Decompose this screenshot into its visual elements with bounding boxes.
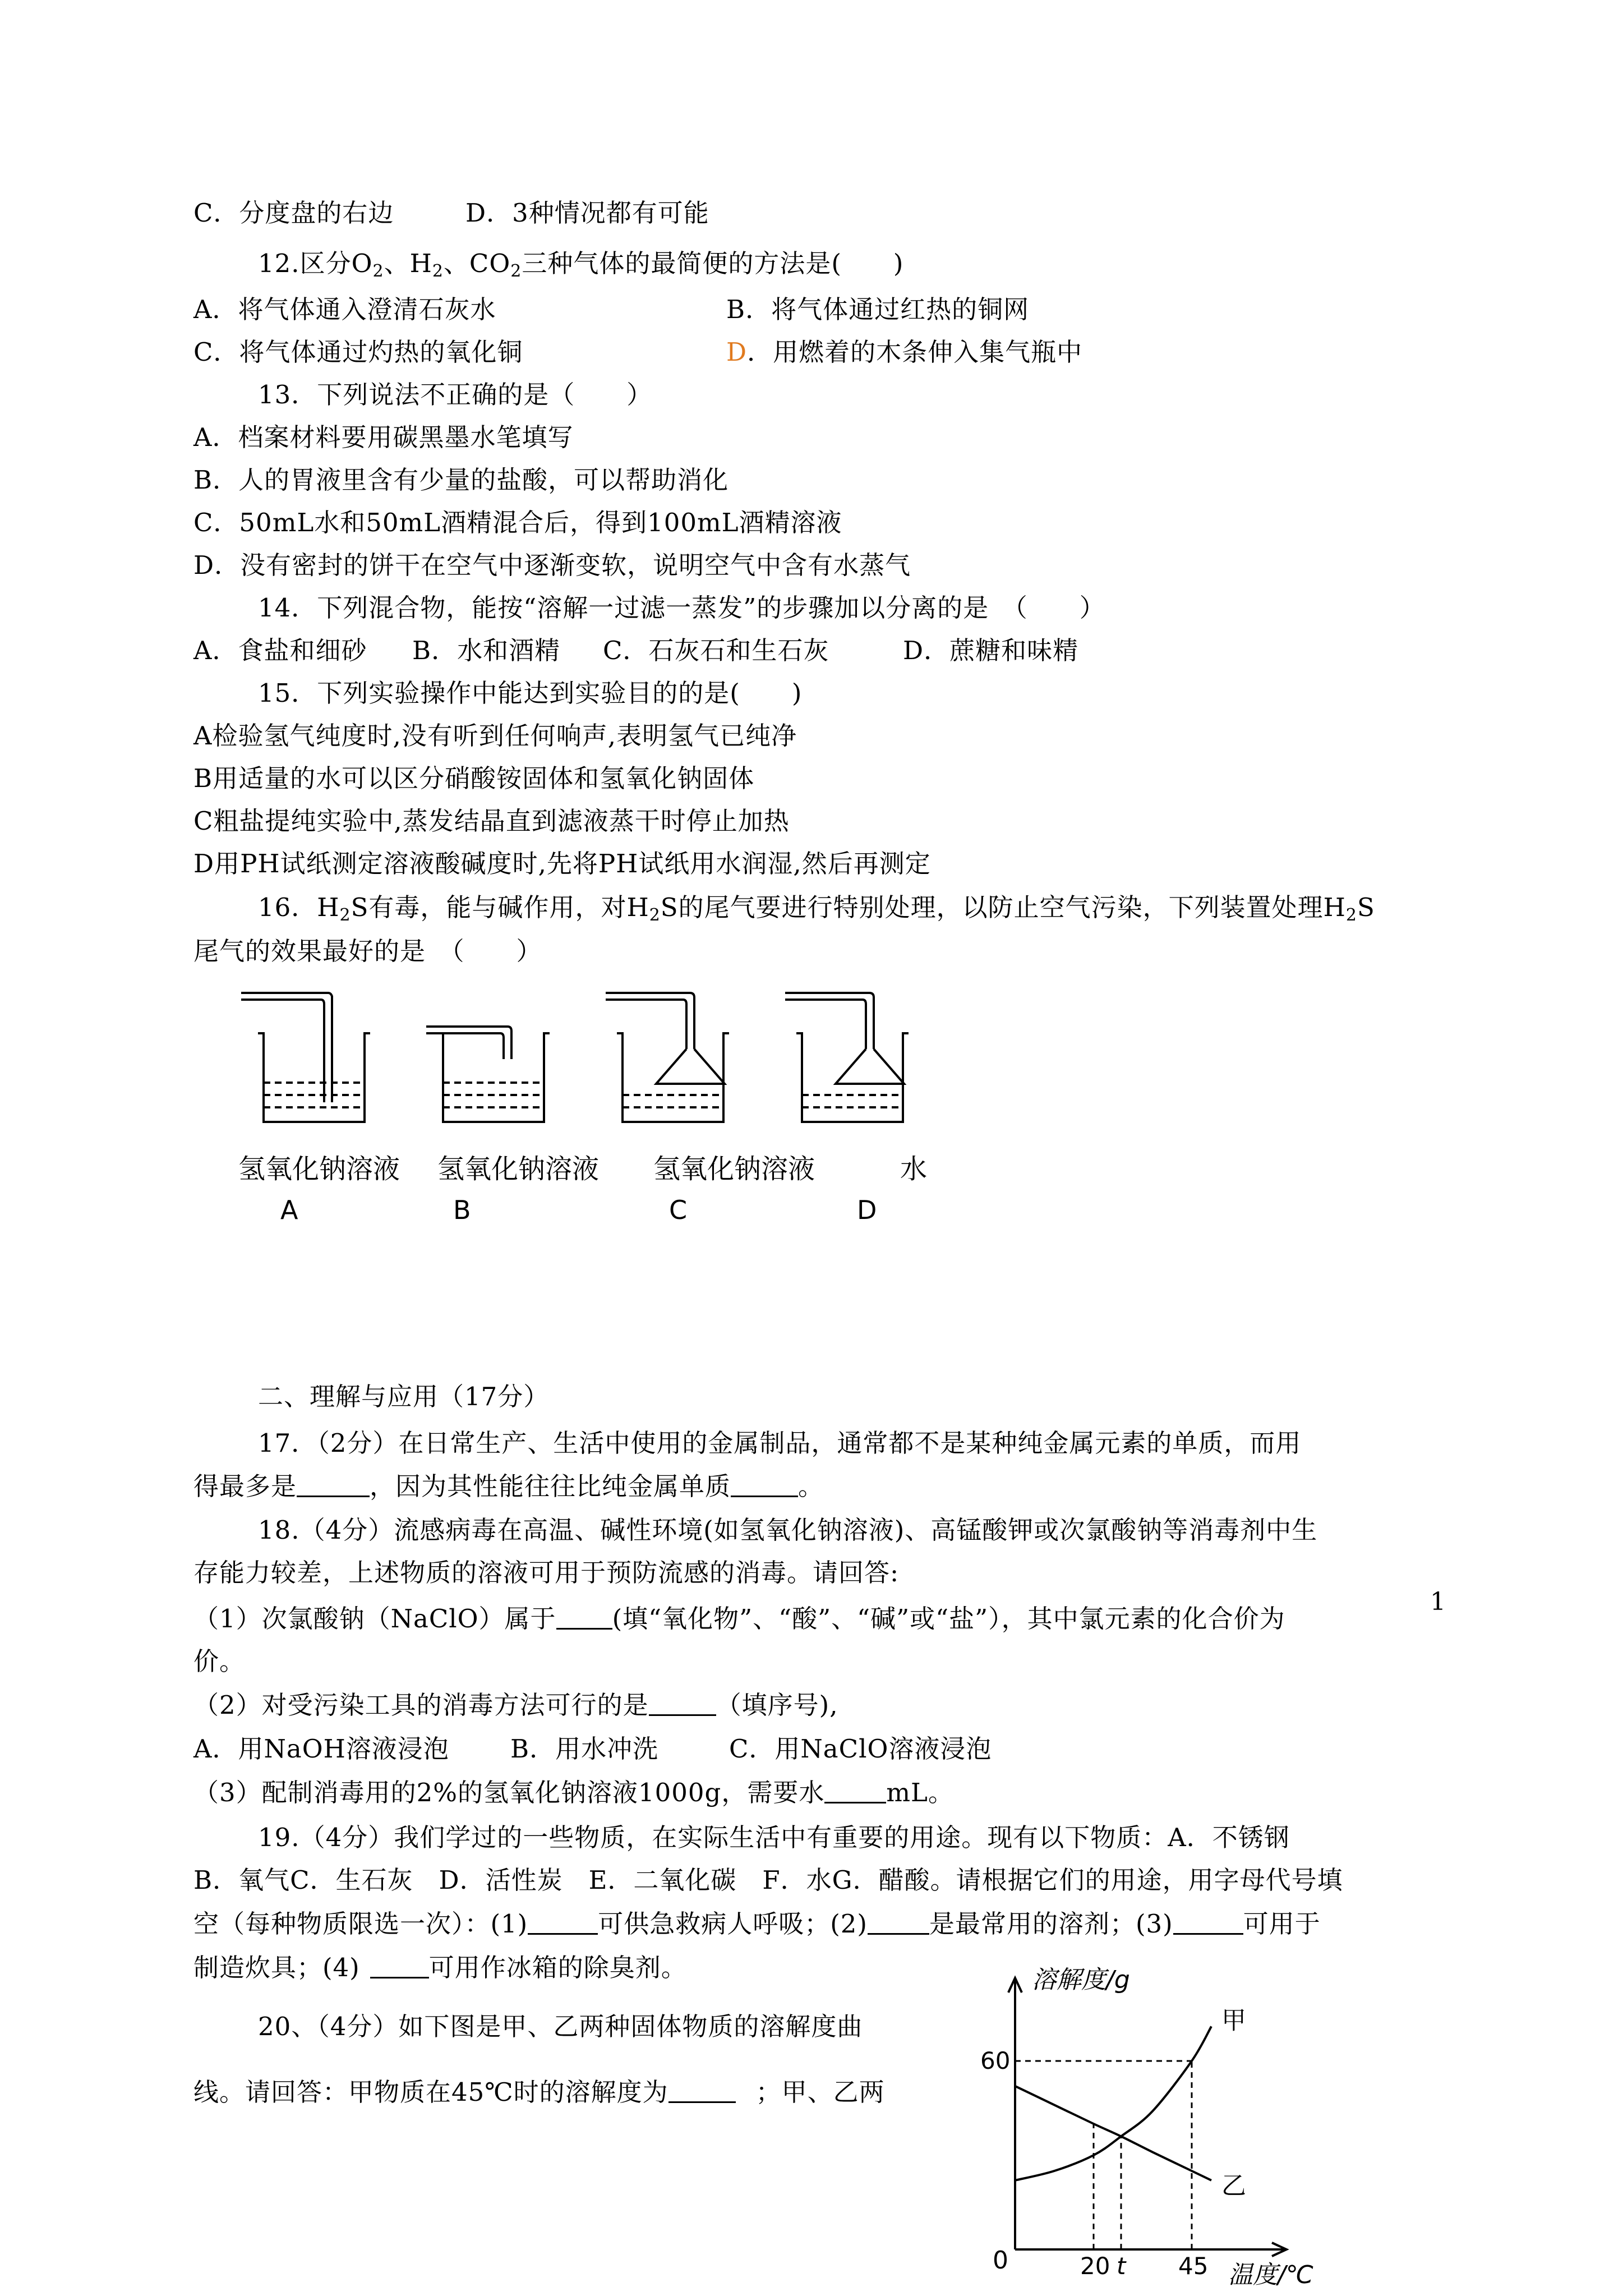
q13-option-d: D．没有密封的饼干在空气中逐渐变软，说明空气中含有水蒸气 [193,550,911,580]
q15-option-c: C粗盐提纯实验中,蒸发结晶直到滤液蒸干时停止加热 [193,806,790,836]
page-number: 1 [1430,1588,1446,1616]
q13-option-a: A．档案材料要用碳黑墨水笔填写 [193,422,574,452]
q18-option-c: C．用NaClO溶液浸泡 [729,1734,992,1764]
beaker-d [785,993,909,1122]
beaker-a [241,993,370,1122]
origin-label: 0 [993,2246,1008,2275]
apparatus-c-solution: 氢氧化钠溶液 [653,1153,815,1185]
q19-line2: B．氧气C．生石灰 D．活性炭 E．二氧化碳 F．水G．醋酸。请根据它们的用途，用字母代号填 [193,1865,1343,1895]
x-axis-label: 温度/℃ [1228,2261,1314,2289]
beaker-b [426,1027,550,1122]
q19-line4: 制造炊具；(4) 可用作冰箱的除臭剂。 [193,1953,687,1982]
y-tick-label-0: 60 [980,2047,1011,2074]
q18-line3: （1）次氯酸钠（NaClO）属于 (填“氧化物”、“酸”、“碱”或“盐”），其中氯元素的化合价为 [193,1604,1285,1634]
q17-line2: 得最多是 ，因为其性能往往比纯金属单质 。 [193,1471,824,1501]
x-tick-label-1: t [1117,2252,1126,2280]
series-1-line [1015,2086,1211,2180]
q18-line4: 价。 [193,1646,246,1676]
q14-option-c: C．石灰石和生石灰 [603,636,829,665]
apparatus-b-solution: 氢氧化钠溶液 [437,1153,600,1185]
q18-line2: 存能力较差，上述物质的溶液可用于预防流感的消毒。请回答: [193,1558,900,1588]
q15-option-a: A检验氢气纯度时,没有听到任何响声,表明氢气已纯净 [193,721,797,751]
q14-stem: 14．下列混合物，能按“溶解一过滤一蒸发”的步骤加以分离的是 （ ） [258,593,1105,623]
section2-title: 二、理解与应用（17分） [258,1382,550,1411]
q11-option-d: D．3种情况都有可能 [465,198,709,228]
q20-line1: 20、（4分）如下图是甲、乙两种固体物质的溶解度曲 [258,2012,863,2041]
beaker-c [606,993,729,1122]
q17-line1: 17．（2分）在日常生产、生活中使用的金属制品，通常都不是某种纯金属元素的单质，而用 [258,1428,1302,1458]
q18-line5: （2）对受污染工具的消毒方法可行的是 （填序号), [193,1690,838,1720]
q11-option-c: C．分度盘的右边 [193,198,394,228]
series-0-label: 甲 [1221,2006,1246,2035]
q15-stem: 15．下列实验操作中能达到实验目的的是( ) [258,678,803,708]
apparatus-b-letter: B [453,1195,471,1225]
q14-option-a: A．食盐和细砂 [193,636,367,665]
q19-line1: 19.（4分）我们学过的一些物质，在实际生活中有重要的用途。现有以下物质：A．不锈钢 [258,1823,1290,1852]
q12-stem: 12.区分$O_2$、$H_2$、$CO_2$三种气体的最简便的方法是( ) [258,249,904,281]
q13-option-b: B．人的胃液里含有少量的盐酸，可以帮助消化 [193,465,729,495]
x-tick-label-0: 20 [1080,2252,1110,2280]
q14-option-b: B．水和酒精 [412,636,561,665]
q12-option-c: C．将气体通过灼热的氧化铜 [193,337,523,367]
q16-stem-line2: 尾气的效果最好的是 （ ） [193,936,542,966]
q13-option-c: C．50mL水和50mL酒精混合后，得到100mL酒精溶液 [193,508,842,537]
apparatus-d-solution: 水 [900,1153,928,1185]
q18-line7: （3）配制消毒用的2%的氢氧化钠溶液1000g，需要水 mL。 [193,1778,954,1807]
y-axis-label: 溶解度/g [1032,1966,1130,1994]
q16-stem-line1: 16．$H_2S$有毒，能与碱作用，对$H_2S$的尾气要进行特别处理，以防止空气污染，下列装置处理$H_2S$ [258,892,1375,925]
q14-option-d: D．蔗糖和味精 [903,636,1079,665]
q19-line3: 空（每种物质限选一次）：(1) 可供急救病人呼吸；(2) 是最常用的溶剂；(3) 可用于 [193,1909,1321,1939]
q15-option-b: B用适量的水可以区分硝酸铵固体和氢氧化钠固体 [193,763,755,793]
series-1-label: 乙 [1221,2171,1246,2200]
gas-absorption-apparatus-diagram [224,987,981,1133]
apparatus-d-letter: D [857,1195,877,1225]
q18-option-b: B．用水冲洗 [510,1734,659,1764]
apparatus-a-solution: 氢氧化钠溶液 [238,1153,400,1185]
q12-option-a: A．将气体通入澄清石灰水 [193,295,496,324]
series-0-line [1015,2026,1211,2180]
q12-option-d: D．用燃着的木条伸入集气瓶中 [726,337,1083,367]
q13-stem: 13．下列说法不正确的是（ ） [258,380,653,409]
q18-option-a: A．用NaOH溶液浸泡 [193,1734,449,1764]
q12-option-b: B．将气体通过红热的铜网 [726,295,1030,324]
q20-line2: 线。请回答：甲物质在45℃时的溶解度为 ；甲、乙两 [193,2077,885,2107]
x-tick-label-2: 45 [1178,2252,1209,2280]
apparatus-a-letter: A [280,1195,298,1225]
solubility-curve-chart [948,1963,1374,2289]
q15-option-d: D用PH试纸测定溶液酸碱度时,先将PH试纸用水润湿,然后再测定 [193,849,931,878]
apparatus-c-letter: C [669,1195,688,1225]
q18-line1: 18.（4分）流感病毒在高温、碱性环境(如氢氧化钠溶液)、高锰酸钾或次氯酸钠等消毒剂中生 [258,1515,1318,1545]
